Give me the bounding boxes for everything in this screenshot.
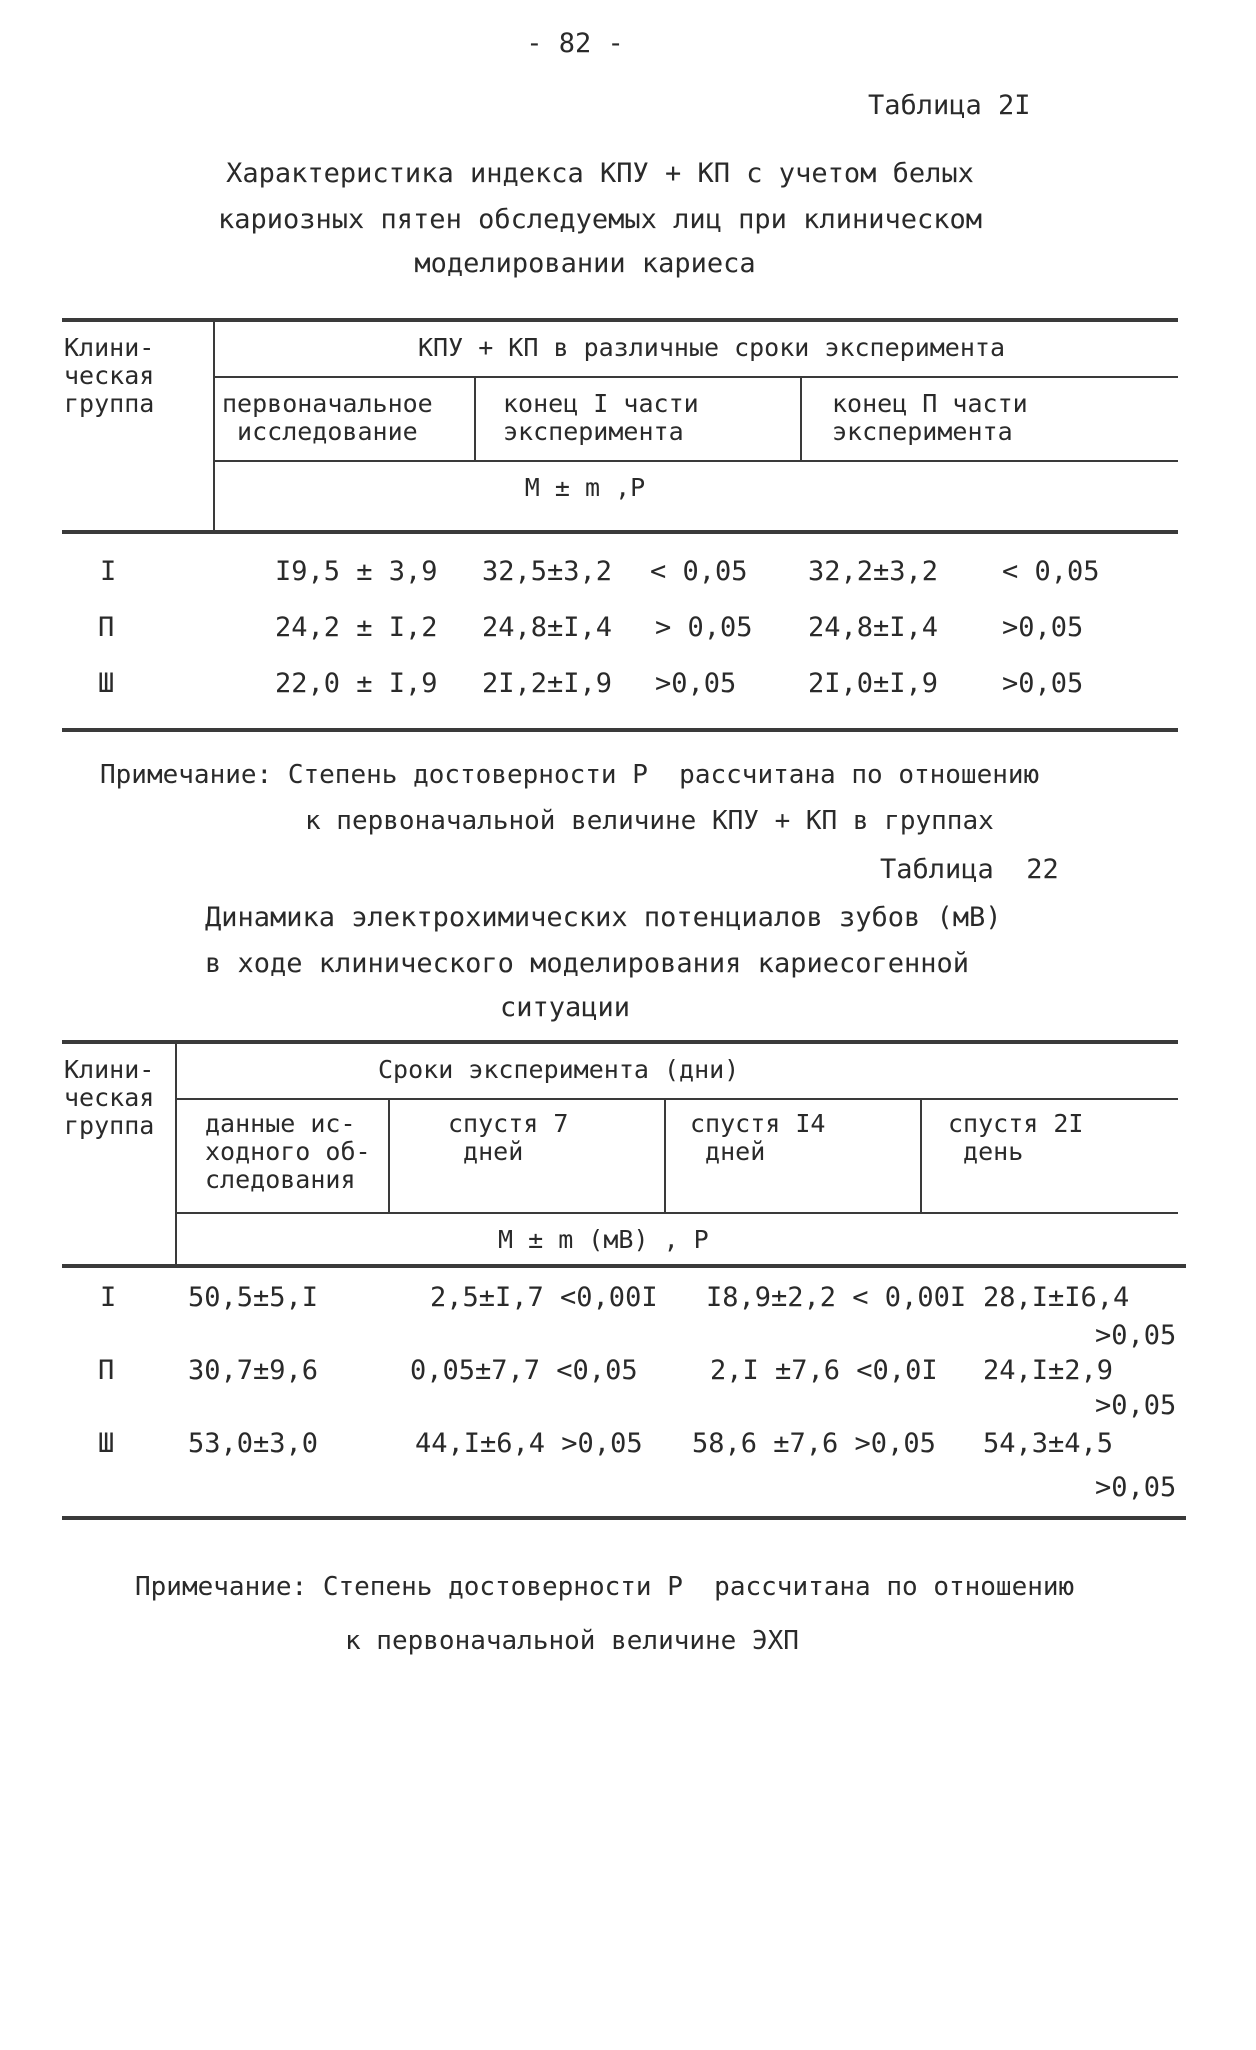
group-column-header: Клини- ческая группа [64,1055,155,1140]
span-header: КПУ + КП в различные сроки эксперимента [418,333,1005,362]
group-column-header: Клини- ческая группа [64,333,155,418]
row-group: Ш [98,1428,115,1459]
table-21-title-line1: Характеристика индекса КПУ + КП с учетом белых [226,158,974,189]
table-22-note-line1: Примечание: Степень достоверности Р рассчитана по отношению [135,1572,1075,1602]
cell-initial: 30,7±9,6 [188,1355,319,1386]
row-group: I [100,1282,117,1313]
p-value: >0,05 [1095,1320,1177,1351]
cell-initial: 50,5±5,I [188,1282,319,1313]
table-rule [62,728,1178,732]
p-value: < 0,05 [650,556,748,587]
sub-header-day21: спустя 2I день [948,1109,1084,1166]
table-rule [62,530,1178,534]
cell-day21: 54,3±4,5 [983,1428,1114,1459]
table-22-title-line2: в ходе клинического моделирования кариесогенной [205,948,970,979]
row-group: I [100,556,117,587]
p-value: >0,05 [1002,668,1084,699]
column-divider [474,378,476,460]
sub-header-part1: конец I части эксперимента [503,389,699,446]
row-group: Ш [98,668,115,699]
table-22-label: Таблица 22 [880,854,1059,885]
cell-day14: I8,9±2,2 < 0,00I [706,1282,967,1313]
units-row: M ± m (мВ) , P [498,1225,709,1254]
table-21-note-line2: к первоначальной величине КПУ + КП в группах [305,806,994,836]
table-22-note-line2: к первоначальной величине ЭХП [345,1626,799,1656]
sub-header-day14: спустя I4 дней [690,1109,826,1166]
cell-initial: 24,2 ± I,2 [275,612,438,643]
units-row: M ± m ,P [524,473,646,502]
p-value: >0,05 [1002,612,1084,643]
cell-day7: 0,05±7,7 <0,05 [410,1355,638,1386]
cell-part2: 24,8±I,4 [808,612,939,643]
page-number: - 82 - [526,28,624,59]
span-header: Сроки эксперимента (дни) [378,1055,740,1084]
sub-header-initial: данные ис- ходного об- следования [205,1109,371,1194]
p-value: >0,05 [655,668,737,699]
cell-part2: 2I,0±I,9 [808,668,939,699]
cell-part2: 32,2±3,2 [808,556,939,587]
table-rule [62,318,1178,322]
column-divider [213,322,215,534]
cell-day7: 2,5±I,7 <0,00I [430,1282,658,1313]
sub-header-part2: конец П части эксперимента [832,389,1028,446]
row-group: П [98,1355,115,1386]
cell-part1: 2I,2±I,9 [482,668,613,699]
column-divider [800,378,802,460]
column-divider [920,1100,922,1212]
table-22-title-line1: Динамика электрохимических потенциалов зубов (мВ) [205,902,1002,933]
table-rule [215,460,1178,462]
p-value: >0,05 [1095,1472,1177,1503]
cell-initial: I9,5 ± 3,9 [275,556,438,587]
cell-day14: 2,I ±7,6 <0,0I [710,1355,938,1386]
sub-header-day7: спустя 7 дней [448,1109,569,1166]
cell-day21: 28,I±I6,4 [983,1282,1130,1313]
p-value: > 0,05 [655,612,753,643]
table-rule [62,1040,1178,1044]
cell-day14: 58,6 ±7,6 >0,05 [692,1428,936,1459]
cell-day21: 24,I±2,9 [983,1355,1114,1386]
table-rule [62,1264,1186,1268]
table-21-label: Таблица 2I [868,90,1031,121]
table-rule [177,1212,1178,1214]
cell-part1: 32,5±3,2 [482,556,613,587]
row-group: П [98,612,115,643]
cell-part1: 24,8±I,4 [482,612,613,643]
table-rule [62,1516,1186,1520]
sub-header-initial: первоначальное исследование [222,389,433,446]
table-21-title-line2: кариозных пятен обследуемых лиц при клиническом [217,204,983,235]
p-value: >0,05 [1095,1390,1177,1421]
table-21-note-line1: Примечание: Степень достоверности Р рассчитана по отношению [100,760,1040,790]
table-rule [177,1098,1178,1100]
column-divider [664,1100,666,1212]
cell-initial: 53,0±3,0 [188,1428,319,1459]
p-value: < 0,05 [1002,556,1100,587]
column-divider [175,1044,177,1264]
table-rule [215,376,1178,378]
cell-initial: 22,0 ± I,9 [275,668,438,699]
table-22-title-line3: ситуации [500,992,631,1023]
cell-day7: 44,I±6,4 >0,05 [415,1428,643,1459]
table-21-title-line3: моделировании кариеса [414,248,756,279]
column-divider [388,1100,390,1212]
